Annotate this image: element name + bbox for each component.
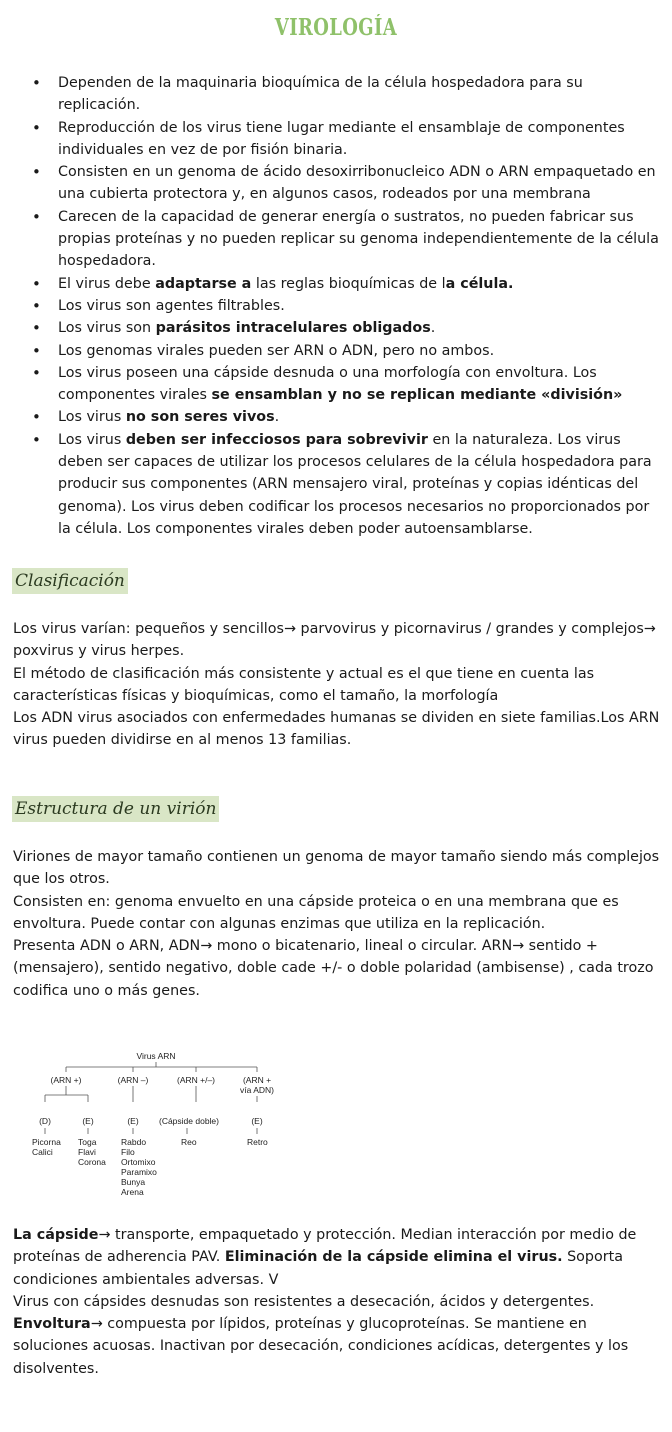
- diagram-subgroup-label: (D): [39, 1116, 51, 1126]
- list-item: [0, 72, 672, 117]
- estructura-text: [13, 846, 663, 1002]
- paragraph: Consisten en: genoma envuelto en una cápside proteica o en una membrana que es envoltura. Puede contar con algunas enzimas que utiliza en la replicación.: [13, 893, 619, 932]
- bold-segment: se ensamblan y no se replican mediante «división»: [211, 387, 623, 404]
- text-segment: Los virus: [58, 431, 126, 448]
- list-item: [0, 295, 672, 317]
- diagram-subgroup-label: (E): [127, 1116, 139, 1126]
- diagram-family-label: Corona: [78, 1157, 106, 1167]
- paragraph: [13, 1224, 663, 1291]
- paragraph: Los virus varían: pequeños y sencillos→ parvovirus y picornavirus / grandes y complejos→ poxvirus y virus herpes.: [13, 621, 656, 660]
- diagram-family-label: Filo: [121, 1147, 135, 1157]
- diagram-family-label: Calici: [32, 1147, 53, 1157]
- capside-envoltura-text: [13, 1224, 663, 1380]
- text-segment: Los genomas virales pueden ser ARN o ADN, pero no ambos.: [58, 342, 495, 359]
- text-segment: Dependen de la maquinaria bioquímica de la célula hospedadora para su replicación.: [58, 75, 583, 114]
- list-item: [0, 317, 672, 339]
- diagram-group-label: vía ADN): [239, 1085, 275, 1095]
- text-segment: Soporta condiciones ambientales adversas. V: [13, 1249, 623, 1288]
- bold-segment: Eliminación de la cápside elimina el virus.: [224, 1249, 563, 1266]
- paragraph: Los ADN virus asociados con enfermedades humanas se dividen en siete familias.Los ARN virus pueden dividirse en al menos 13 familias.: [13, 710, 660, 749]
- paragraph: El método de clasificación más consistente y actual es el que tiene en cuenta las características físicas y bioquímicas, como el tamaño, la morfología: [13, 665, 595, 704]
- bold-segment: no son seres vivos: [125, 409, 275, 426]
- diagram-family-label: Toga: [78, 1137, 97, 1147]
- text-segment: Reproducción de los virus tiene lugar mediante el ensamblaje de componentes individuales en vez de por fisión binaria.: [58, 119, 625, 158]
- list-item: [0, 429, 672, 540]
- text-segment: .: [274, 409, 280, 426]
- diagram-family-label: Paramixo: [121, 1167, 157, 1177]
- paragraph: [13, 1313, 663, 1380]
- text-segment: El virus debe: [58, 275, 156, 292]
- diagram-group-label: (ARN +): [50, 1075, 82, 1085]
- text-segment: Virus con cápsides desnudas son resistentes a desecación, ácidos y detergentes.: [13, 1293, 595, 1310]
- diagram-family-label: Rabdo: [121, 1137, 147, 1147]
- list-item: [0, 406, 672, 428]
- diagram-root-label: Virus ARN: [136, 1051, 176, 1061]
- paragraph: [13, 1291, 663, 1313]
- text-segment: .: [430, 320, 436, 337]
- text-segment: → compuesta por lípidos, proteínas y glucoproteínas. Se mantiene en soluciones acuosas. Inactivan por desecación, condiciones acídicas, detergentes y los disolventes.: [13, 1316, 629, 1377]
- list-item: [0, 161, 672, 206]
- diagram-family-label: Picorna: [32, 1137, 61, 1147]
- diagram-family-label: Reo: [181, 1137, 197, 1147]
- list-item: [0, 340, 672, 362]
- diagram-group-label: (ARN +/–): [176, 1075, 216, 1085]
- bold-segment: a célula.: [445, 275, 514, 292]
- diagram-subgroup-label: (E): [251, 1116, 263, 1126]
- text-segment: Los virus son: [58, 320, 156, 337]
- text-segment: → transporte, empaquetado y protección. Median interacción por medio de proteínas de adherencia PAV.: [13, 1227, 637, 1266]
- diagram-family-label: Retro: [247, 1137, 268, 1147]
- text-segment: Consisten en un genoma de ácido desoxirribonucleico ADN o ARN empaquetado en una cubierta protectora y, en algunos casos, rodeados por una membrana: [58, 164, 656, 203]
- diagram-family-label: Bunya: [121, 1177, 146, 1187]
- bullet-list: [0, 72, 672, 540]
- virus-arn-classification-diagram: [22, 1048, 290, 1208]
- bold-segment: parásitos intracelulares obligados: [155, 320, 431, 337]
- paragraph: Viriones de mayor tamaño contienen un genoma de mayor tamaño siendo más complejos que los otros.: [13, 849, 660, 888]
- list-item: [0, 206, 672, 273]
- text-segment: en la naturaleza. Los virus deben ser capaces de utilizar los procesos celulares de la célula hospedadora para producir sus componentes (ARN mensajero viral, proteínas y copias idénticas del genoma). Los virus deben codificar los procesos necesarios no proporcionados por la célula. Los componentes virales deben poder autoensamblarse.: [58, 431, 652, 537]
- diagram-subgroup-label: (Cápside doble): [158, 1116, 220, 1126]
- text-segment: Carecen de la capacidad de generar energía o sustratos, no pueden fabricar sus propias proteínas y no pueden replicar su genoma independientemente de la célula hospedadora.: [58, 208, 659, 270]
- diagram-connectors: [45, 1062, 257, 1134]
- paragraph: Presenta ADN o ARN, ADN→ mono o bicatenario, lineal o circular. ARN→ sentido + (mensajero), sentido negativo, doble cade +/- o doble polaridad (ambisense) , cada trozo codifica uno o más genes.: [13, 938, 654, 999]
- diagram-subgroup-label: (E): [82, 1116, 94, 1126]
- page-title: VIROLOGÍA: [274, 14, 398, 41]
- list-item: [0, 117, 672, 162]
- diagram-family-label: Flavi: [78, 1147, 96, 1157]
- text-segment: las reglas bioquímicas de l: [251, 275, 446, 292]
- text-segment: Los virus: [58, 409, 126, 426]
- text-segment: Los virus poseen una cápside desnuda o una morfología con envoltura. Los componentes virales: [58, 364, 597, 404]
- text-segment: Los virus son agentes filtrables.: [58, 297, 285, 314]
- diagram-group-label: (ARN +: [242, 1075, 272, 1085]
- diagram-group-label: (ARN –): [117, 1075, 149, 1085]
- bold-segment: deben ser infecciosos para sobrevivir: [125, 431, 428, 448]
- clasificacion-text: [13, 618, 663, 752]
- list-item: [0, 362, 672, 407]
- section-heading-estructura: Estructura de un virión: [12, 796, 219, 822]
- bold-segment: Envoltura: [13, 1316, 91, 1333]
- section-heading-clasificacion: Clasificación: [12, 568, 128, 594]
- bold-segment: La cápside: [13, 1227, 99, 1243]
- diagram-family-label: Arena: [121, 1187, 144, 1197]
- bold-segment: adaptarse a: [155, 275, 252, 292]
- diagram-family-label: Ortomixo: [121, 1157, 156, 1167]
- list-item: [0, 273, 672, 295]
